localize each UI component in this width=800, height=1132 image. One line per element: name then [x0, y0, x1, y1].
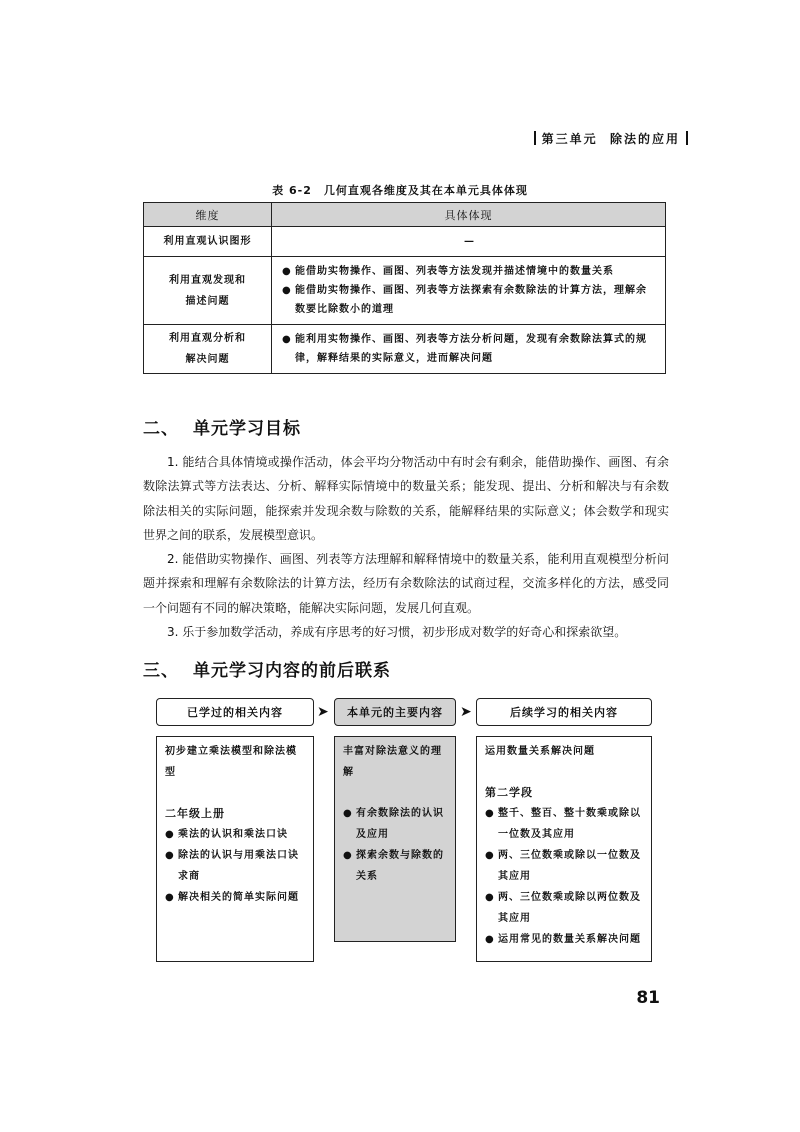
- bullet-item: [282, 330, 657, 368]
- table-header-dimension: 维度: [144, 203, 272, 227]
- bullet-item: [165, 845, 305, 887]
- bullet-text: 能借助实物操作、画图、列表等方法探索有余数除法的计算方法，理解余数要比除数小的道理: [295, 285, 647, 315]
- goal-paragraph: 3. 乐于参加数学活动，养成有序思考的好习惯，初步形成对数学的好奇心和探索欲望。: [167, 625, 627, 640]
- flow-head-future: 后续学习的相关内容: [476, 698, 652, 726]
- table-row: [144, 257, 666, 325]
- bullet-item: [485, 803, 643, 845]
- dimension-table: [143, 202, 666, 374]
- goal-paragraph: 1. 能结合具体情境或操作活动，体会平均分物活动中有时会有剩余，能借助操作、画图、有余数除法算式等方法表达、分析、解释实际情境中的数量关系；能发现、提出、分析和解决与有余数除法相关的实际问题，能探索并发现余数与除数的关系，能解释结果的实际意义；体会数学和现实世界之间的联系，发展模型意识。: [143, 455, 669, 542]
- table-header-row: [144, 203, 666, 227]
- bullet-text: 乘法的认识和乘法口诀: [178, 829, 288, 840]
- bullet-item: [165, 887, 305, 908]
- goals-text: [143, 450, 669, 644]
- table-cell-dimension: [144, 325, 272, 374]
- bullet-text: 有余数除法的认识及应用: [356, 808, 444, 840]
- section-number: 三、: [143, 661, 179, 681]
- bullet-text: 两、三位数乘或除以两位数及其应用: [498, 892, 641, 924]
- bullet-dot-icon: ●: [485, 934, 495, 945]
- bullet-dot-icon: ●: [165, 892, 175, 903]
- bullet-dot-icon: ●: [282, 285, 292, 296]
- table-row: [144, 227, 666, 257]
- table-cell-dimension: [144, 257, 272, 325]
- header-unit: 第三单元: [541, 132, 598, 146]
- section-heading-connections: [143, 656, 391, 681]
- bullet-text: 探索余数与除数的关系: [356, 850, 444, 882]
- bullet-dot-icon: ●: [282, 334, 292, 345]
- bullet-item: [282, 262, 657, 281]
- bullet-text: 能借助实物操作、画图、列表等方法发现并描述情境中的数量关系: [295, 266, 614, 277]
- bullet-dot-icon: ●: [485, 808, 495, 819]
- current-content-box: [334, 736, 456, 942]
- box-intro: 丰富对除法意义的理解: [343, 746, 442, 778]
- box-intro: 运用数量关系解决问题: [485, 746, 595, 757]
- flow-head-prior: 已学过的相关内容: [156, 698, 314, 726]
- bullet-dot-icon: ●: [343, 808, 353, 819]
- bullet-text: 整千、整百、整十数乘或除以一位数及其应用: [498, 808, 641, 840]
- bullet-text: 解决相关的简单实际问题: [178, 892, 299, 903]
- box-subtitle: 第二学段: [485, 786, 533, 799]
- header-bar-right: [686, 131, 688, 145]
- table-caption-number: 表 6-2: [272, 184, 312, 197]
- goal-paragraph: 2. 能借助实物操作、画图、列表等方法理解和解释情境中的数量关系，能利用直观模型分析问题并探索和理解有余数除法的计算方法，经历有余数除法的试商过程，交流多样化的方法，感受同一个问题有不同的解决策略，能解决实际问题，发展几何直观。: [143, 552, 669, 615]
- arrow-right-icon: ➤: [317, 704, 329, 720]
- bullet-item: [485, 929, 643, 950]
- section-number: 二、: [143, 419, 179, 439]
- bullet-item: [343, 845, 447, 887]
- table-cell-body: [272, 227, 666, 257]
- bullet-dot-icon: ●: [165, 850, 175, 861]
- dim-line: 利用直观分析和: [169, 333, 246, 344]
- bullet-text: 运用常见的数量关系解决问题: [498, 934, 641, 945]
- table-cell-body: [272, 325, 666, 374]
- header-title: 除法的应用: [609, 132, 680, 146]
- future-content-box: [476, 736, 652, 962]
- dim-line: 解决问题: [185, 354, 230, 365]
- section-title: 单元学习目标: [193, 419, 301, 439]
- dim-line: 利用直观发现和: [169, 274, 246, 286]
- arrow-right-icon: ➤: [460, 704, 472, 720]
- table-caption: [0, 182, 800, 198]
- bullet-item: [343, 803, 447, 845]
- page-number: 81: [636, 988, 660, 1008]
- bullet-dot-icon: ●: [282, 266, 292, 277]
- table-caption-text: 几何直观各维度及其在本单元具体体现: [323, 184, 528, 197]
- bullet-dot-icon: ●: [165, 829, 175, 840]
- flow-head-current: 本单元的主要内容: [334, 698, 456, 726]
- prior-content-box: [156, 736, 314, 962]
- bullet-item: [485, 845, 643, 887]
- bullet-item: [485, 887, 643, 929]
- table-cell-dimension: [144, 227, 272, 257]
- bullet-dot-icon: ●: [343, 850, 353, 861]
- bullet-dot-icon: ●: [485, 892, 495, 903]
- bullet-text: 除法的认识与用乘法口诀求商: [178, 850, 299, 882]
- bullet-item: [165, 824, 305, 845]
- box-subtitle: 二年级上册: [165, 807, 225, 820]
- bullet-text: 能利用实物操作、画图、列表等方法分析问题，发现有余数除法算式的规律，解释结果的实际意义，进而解决问题: [295, 334, 647, 364]
- bullet-dot-icon: ●: [485, 850, 495, 861]
- table-header-embodiment: 具体体现: [272, 203, 666, 227]
- dash-text: —: [464, 236, 475, 247]
- bullet-text: 两、三位数乘或除以一位数及其应用: [498, 850, 641, 882]
- dim-line: 描述问题: [185, 295, 230, 307]
- header-bar-left: [534, 131, 536, 145]
- table-cell-body: [272, 257, 666, 325]
- section-heading-goals: [143, 414, 301, 439]
- bullet-item: [282, 281, 657, 319]
- box-intro: 初步建立乘法模型和除法模型: [165, 746, 297, 778]
- section-title: 单元学习内容的前后联系: [193, 661, 391, 681]
- table-row: [144, 325, 666, 374]
- dim-line: 利用直观认识图形: [163, 236, 252, 247]
- running-header: [528, 130, 694, 147]
